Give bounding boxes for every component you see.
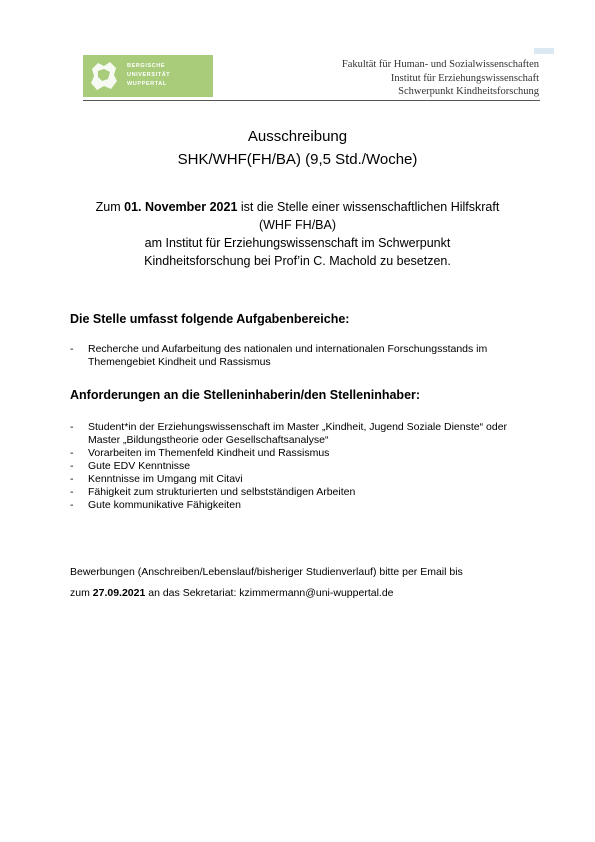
logo-line: WUPPERTAL bbox=[127, 81, 167, 87]
list-item bbox=[70, 343, 530, 369]
application-paragraph bbox=[70, 562, 540, 604]
application-line: Bewerbungen (Anschreiben/Lebenslauf/bisheriger Studienverlauf) bitte per Email bis bbox=[70, 566, 463, 578]
list-item bbox=[70, 486, 530, 499]
list-item bbox=[70, 421, 530, 447]
tasks-list bbox=[70, 343, 530, 369]
dash-bullet: - bbox=[70, 447, 74, 459]
intro-line: Kindheitsforschung bei Prof’in C. Machold zu besetzen. bbox=[144, 254, 451, 268]
application-contact: an das Sekretariat: kzimmermann@uni-wuppertal.de bbox=[145, 587, 394, 599]
focus-name: Schwerpunkt Kindheitsforschung bbox=[398, 86, 539, 97]
institute-name: Institut für Erziehungswissenschaft bbox=[390, 72, 539, 84]
lion-emblem-icon bbox=[88, 59, 120, 93]
intro-paragraph bbox=[60, 198, 535, 270]
department-header bbox=[342, 58, 539, 99]
intro-line bbox=[60, 198, 535, 216]
dash-bullet: - bbox=[70, 460, 74, 472]
list-item bbox=[70, 499, 530, 512]
faculty-name: Fakultät für Human- und Sozialwissenschaften bbox=[341, 59, 539, 70]
dash-bullet: - bbox=[70, 499, 74, 511]
list-item-text: Vorarbeiten im Themenfeld Kindheit und Rassismus bbox=[88, 447, 330, 459]
intro-text: ist die Stelle einer wissenschaftlichen Hilfskraft bbox=[237, 200, 500, 214]
deadline-date: 27.09.2021 bbox=[92, 587, 146, 599]
intro-prefix: Zum bbox=[95, 200, 125, 214]
list-item bbox=[70, 460, 530, 473]
list-item bbox=[70, 473, 530, 486]
list-item-text: Gute kommunikative Fähigkeiten bbox=[88, 499, 241, 511]
application-prefix: zum bbox=[70, 587, 93, 599]
dash-bullet: - bbox=[70, 421, 74, 433]
logo-line: UNIVERSITÄT bbox=[127, 72, 171, 78]
university-logo bbox=[83, 55, 213, 97]
list-item-text: Recherche und Aufarbeitung des nationalen und internationalen Forschungsstands im Themengebiet Kindheit und Rassismus bbox=[88, 343, 488, 368]
intro-line: am Institut für Erziehungswissenschaft im Schwerpunkt bbox=[144, 236, 451, 250]
requirements-list bbox=[70, 421, 530, 512]
logo-text bbox=[127, 62, 170, 89]
list-item-text: Fähigkeit zum strukturierten und selbstständigen Arbeiten bbox=[88, 486, 356, 498]
dash-bullet: - bbox=[70, 343, 74, 355]
page-title: Ausschreibung bbox=[247, 128, 348, 145]
list-item-text: Student*in der Erziehungswissenschaft im Master „Kindheit, Jugend Soziale Dienste“ oder Master „Bildungstheorie oder Gesellschaftsanalyse“ bbox=[88, 421, 508, 446]
list-item-text: Gute EDV Kenntnisse bbox=[88, 460, 191, 472]
requirements-heading: Anforderungen an die Stelleninhaberin/den Stelleninhaber: bbox=[70, 388, 421, 402]
list-item-text: Kenntnisse im Umgang mit Citavi bbox=[88, 473, 243, 485]
start-date: 01. November 2021 bbox=[124, 200, 238, 214]
dash-bullet: - bbox=[70, 473, 74, 485]
header-divider bbox=[83, 100, 540, 101]
corner-mark bbox=[534, 48, 554, 54]
dash-bullet: - bbox=[70, 486, 74, 498]
application-line bbox=[70, 583, 540, 604]
tasks-heading: Die Stelle umfasst folgende Aufgabenbereiche: bbox=[70, 312, 350, 326]
list-item bbox=[70, 447, 530, 460]
logo-line: BERGISCHE bbox=[127, 63, 166, 69]
position-title: SHK/WHF(FH/BA) (9,5 Std./Woche) bbox=[177, 151, 418, 168]
intro-line: (WHF FH/BA) bbox=[258, 218, 337, 232]
